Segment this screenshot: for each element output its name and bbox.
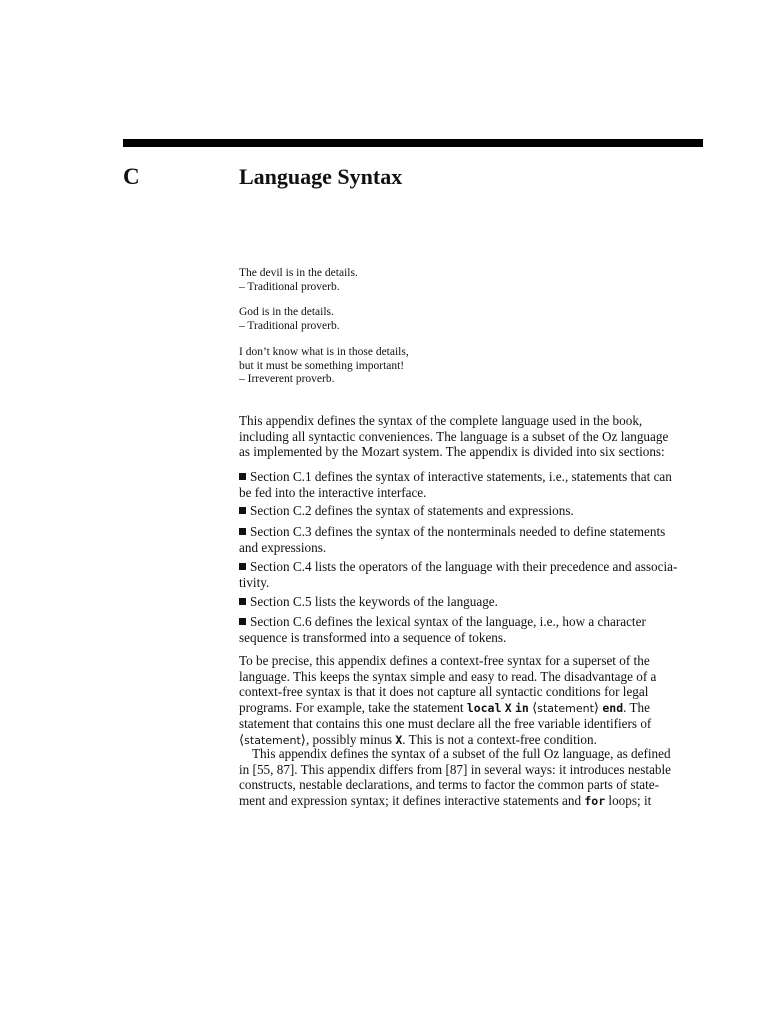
text-line — [239, 793, 703, 810]
bullet-item-c3 — [239, 524, 703, 555]
bullet-item-c6 — [239, 614, 703, 645]
epigraph-line: – Traditional proverb. — [239, 280, 340, 293]
code-for: for — [584, 793, 606, 808]
code-end: end — [602, 700, 624, 715]
intro-paragraph — [239, 413, 703, 460]
text-line: Section C.3 defines the syntax of the nonterminals needed to define statements — [250, 524, 666, 539]
code-in: in — [514, 700, 529, 715]
epigraph-line: but it must be something important! — [239, 359, 405, 372]
text-line: Section C.5 lists the keywords of the language. — [250, 594, 498, 609]
nonterminal-statement: statement — [537, 701, 594, 715]
text-line: Section C.1 defines the syntax of interactive statements, i.e., statements that can — [250, 469, 672, 484]
text-line: in [55, 87]. This appendix differs from [87] in several ways: it introduces nestable — [239, 761, 672, 777]
bullet-item-c4 — [239, 559, 703, 590]
text-run: loops; it — [605, 792, 652, 808]
text-run: . The — [623, 699, 650, 715]
code-local: local — [466, 700, 502, 715]
text-line: ⟨statement⟩, possibly minus X. This is not a context-free condition. — [239, 731, 597, 747]
text-run: programs. For example, take the statement — [239, 699, 467, 715]
text-run: . This is not a context-free condition. — [402, 731, 597, 747]
epigraph-line: The devil is in the details. — [239, 267, 358, 279]
text-line: sequence is transformed into a sequence of tokens. — [239, 629, 507, 645]
text-line: programs. For example, take the statement local X in ⟨statement⟩ end. The — [239, 699, 650, 715]
text-line: This appendix defines the syntax of the complete language used in the book, — [239, 413, 643, 428]
epigraph-line: – Irreverent proverb. — [239, 373, 335, 385]
epigraph-3 — [239, 346, 539, 387]
nonterminal-statement: statement — [244, 733, 301, 747]
epigraph-line: I don’t know what is in those details, — [239, 346, 409, 358]
bullet-square-icon — [239, 473, 246, 480]
precision-paragraph — [239, 653, 703, 748]
bullet-item-c1 — [239, 469, 703, 500]
chapter-title: Language Syntax — [239, 164, 403, 189]
text-line: as implemented by the Mozart system. The appendix is divided into six sections: — [239, 444, 665, 459]
text-line: language. This keeps the syntax simple and easy to read. The disadvantage of a — [239, 668, 657, 684]
text-run: , possibly minus — [305, 731, 396, 747]
bullet-square-icon — [239, 618, 246, 625]
text-line: Section C.4 lists the operators of the language with their precedence and associa- — [250, 559, 678, 574]
text-line: Section C.2 defines the syntax of statements and expressions. — [250, 503, 574, 518]
text-run: ment and expression syntax; it defines interactive statements and — [239, 792, 585, 808]
bullet-square-icon — [239, 528, 246, 535]
chapter-rule — [123, 139, 703, 147]
bullet-square-icon — [239, 563, 246, 570]
bullet-square-icon — [239, 598, 246, 605]
text-line: Section C.6 defines the lexical syntax of the language, i.e., how a character — [250, 614, 646, 629]
epigraph-1 — [239, 267, 539, 294]
bullet-item-c5 — [239, 594, 703, 610]
text-line: be fed into the interactive interface. — [239, 484, 427, 500]
chapter-letter: C — [123, 164, 140, 189]
bullet-item-c2 — [239, 503, 703, 519]
text-line: and expressions. — [239, 539, 327, 555]
epigraph-line: God is in the details. — [239, 306, 334, 318]
text-line: statement that contains this one must declare all the free variable identifiers of — [239, 716, 652, 731]
text-line: including all syntactic conveniences. The language is a subset of the Oz language — [239, 428, 669, 444]
bullet-square-icon — [239, 507, 246, 514]
code-x: X — [504, 700, 512, 715]
text-line: constructs, nestable declarations, and terms to factor the common parts of state- — [239, 777, 660, 792]
scope-paragraph — [239, 746, 703, 809]
code-x: X — [395, 732, 403, 747]
text-line: tivity. — [239, 574, 270, 590]
text-line: This appendix defines the syntax of a subset of the full Oz language, as defined — [252, 746, 671, 761]
text-line: context-free syntax is that it does not capture all syntactic conditions for legal — [239, 684, 649, 699]
epigraph-2 — [239, 306, 539, 333]
epigraph-line: – Traditional proverb. — [239, 319, 340, 332]
text-line: To be precise, this appendix defines a context-free syntax for a superset of the — [239, 653, 650, 668]
